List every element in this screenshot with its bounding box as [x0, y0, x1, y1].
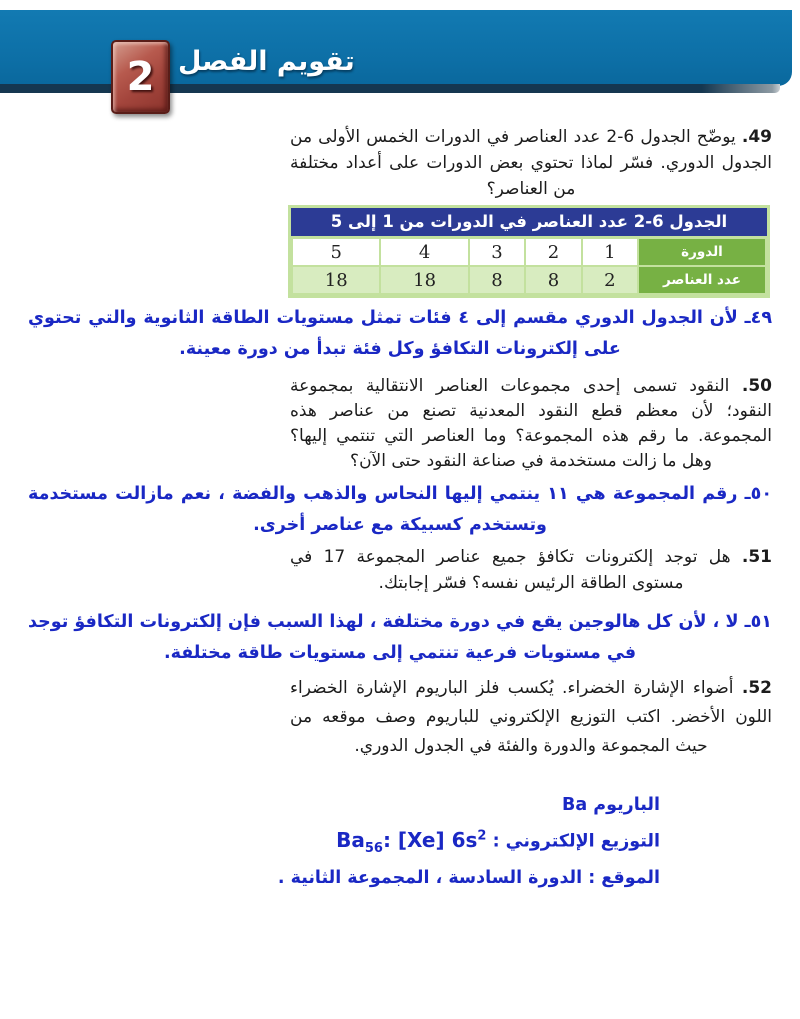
answer-51-number: ٥١ـ [744, 612, 772, 632]
table-row-element-count [293, 267, 765, 293]
table-cell: 1 [583, 239, 637, 265]
question-52 [290, 674, 772, 761]
electron-configuration [336, 827, 487, 856]
electron-count-superscript: 2 [477, 828, 487, 843]
question-50 [290, 374, 772, 474]
table-row-period [293, 239, 765, 265]
answer-52-element-line [220, 792, 660, 819]
elements-per-period-table [288, 205, 770, 298]
answer-52 [220, 792, 660, 895]
answer-49-number: ٤٩ـ [744, 308, 773, 328]
formula-element: Ba [336, 827, 365, 852]
question-52-text: أضواء الإشارة الخضراء. يُكسب فلز الباريوم الإشارة الخضراء اللون الأخضر. اكتب التوزيع الإلكتروني للباريوم وصف موقعه من حيث المجموعة والدورة والفئة في الجدول الدوري. [290, 678, 772, 756]
table-cell: 18 [381, 267, 467, 293]
barium-symbol: Ba [562, 795, 588, 815]
table-cell: 5 [293, 239, 379, 265]
question-50-text: النقود تسمى إحدى مجموعات العناصر الانتقالية بمجموعة النقود؛ لأن معظم قطع النقود المعدنية تصنع من عناصر هذه المجموعة. ما رقم هذه المجموعة؟ وما العناصر التي تنتمي إليها؟ وهل ما زالت مستخدمة في صناعة النقود حتى الآن؟ [290, 376, 772, 471]
answer-49 [28, 303, 772, 365]
answer-52-configuration-line [220, 822, 660, 862]
answer-51 [28, 607, 772, 669]
table-cell: 2 [583, 267, 637, 293]
formula-colon: : [382, 827, 391, 852]
answer-49-text: لأن الجدول الدوري مقسم إلى ٤ فئات تمثل مستويات الطاقة الثانوية والتي تحتوي على إلكترونات التكافؤ وكل فئة تبدأ من دورة معينة. [28, 308, 738, 359]
table-cell: 8 [526, 267, 580, 293]
chapter-number: 2 [126, 54, 155, 100]
answer-50-number: ٥٠ـ [744, 484, 773, 504]
table-cell: 2 [526, 239, 580, 265]
question-51 [290, 544, 772, 596]
table-cell: 4 [381, 239, 467, 265]
atomic-number-subscript: 56 [364, 840, 383, 856]
answer-52-location-line: الموقع : الدورة السادسة ، المجموعة الثانية . [277, 867, 660, 888]
table-title: الجدول 6-2 عدد العناصر في الدورات من 1 إلى 5 [291, 208, 767, 236]
table-cell: 8 [470, 267, 524, 293]
table-grid [291, 237, 767, 295]
table-cell: 18 [293, 267, 379, 293]
question-50-number: 50. [741, 376, 772, 396]
question-52-number: 52. [741, 678, 772, 698]
chapter-number-badge [111, 40, 170, 114]
configuration-label: التوزيع الإلكتروني : [492, 831, 660, 852]
barium-name-ar: الباريوم [593, 795, 660, 815]
answer-50 [28, 479, 772, 541]
formula-core: [Xe] 6s [397, 827, 478, 852]
question-51-text: هل توجد إلكترونات تكافؤ جميع عناصر المجموعة 17 في مستوى الطاقة الرئيس نفسه؟ فسّر إجابتك. [290, 547, 731, 593]
question-49-text: يوضّح الجدول 6-2 عدد العناصر في الدورات الخمس الأولى من الجدول الدوري. فسّر لماذا تحتوي بعض الدورات على أعداد مختلفة من العناصر؟ [290, 127, 772, 199]
question-49 [290, 124, 772, 202]
question-49-number: 49. [741, 127, 772, 147]
row-label-period: الدورة [639, 239, 765, 265]
question-51-number: 51. [741, 547, 772, 567]
table-cell: 3 [470, 239, 524, 265]
answer-50-text: رقم المجموعة هي ١١ ينتمي إليها النحاس والذهب والفضة ، نعم مازالت مستخدمة وتستخدم كسبيكة مع عناصر أخرى. [28, 484, 738, 535]
chapter-assessment-title: تقويم الفصل [178, 46, 355, 77]
row-label-element-count: عدد العناصر [639, 267, 765, 293]
answer-51-text: لا ، لأن كل هالوجين يقع في دورة مختلفة ، لهذا السبب فإن إلكترونات التكافؤ توجد في مستويات فرعية تنتمي إلى مستويات طاقة مختلفة. [28, 612, 739, 663]
